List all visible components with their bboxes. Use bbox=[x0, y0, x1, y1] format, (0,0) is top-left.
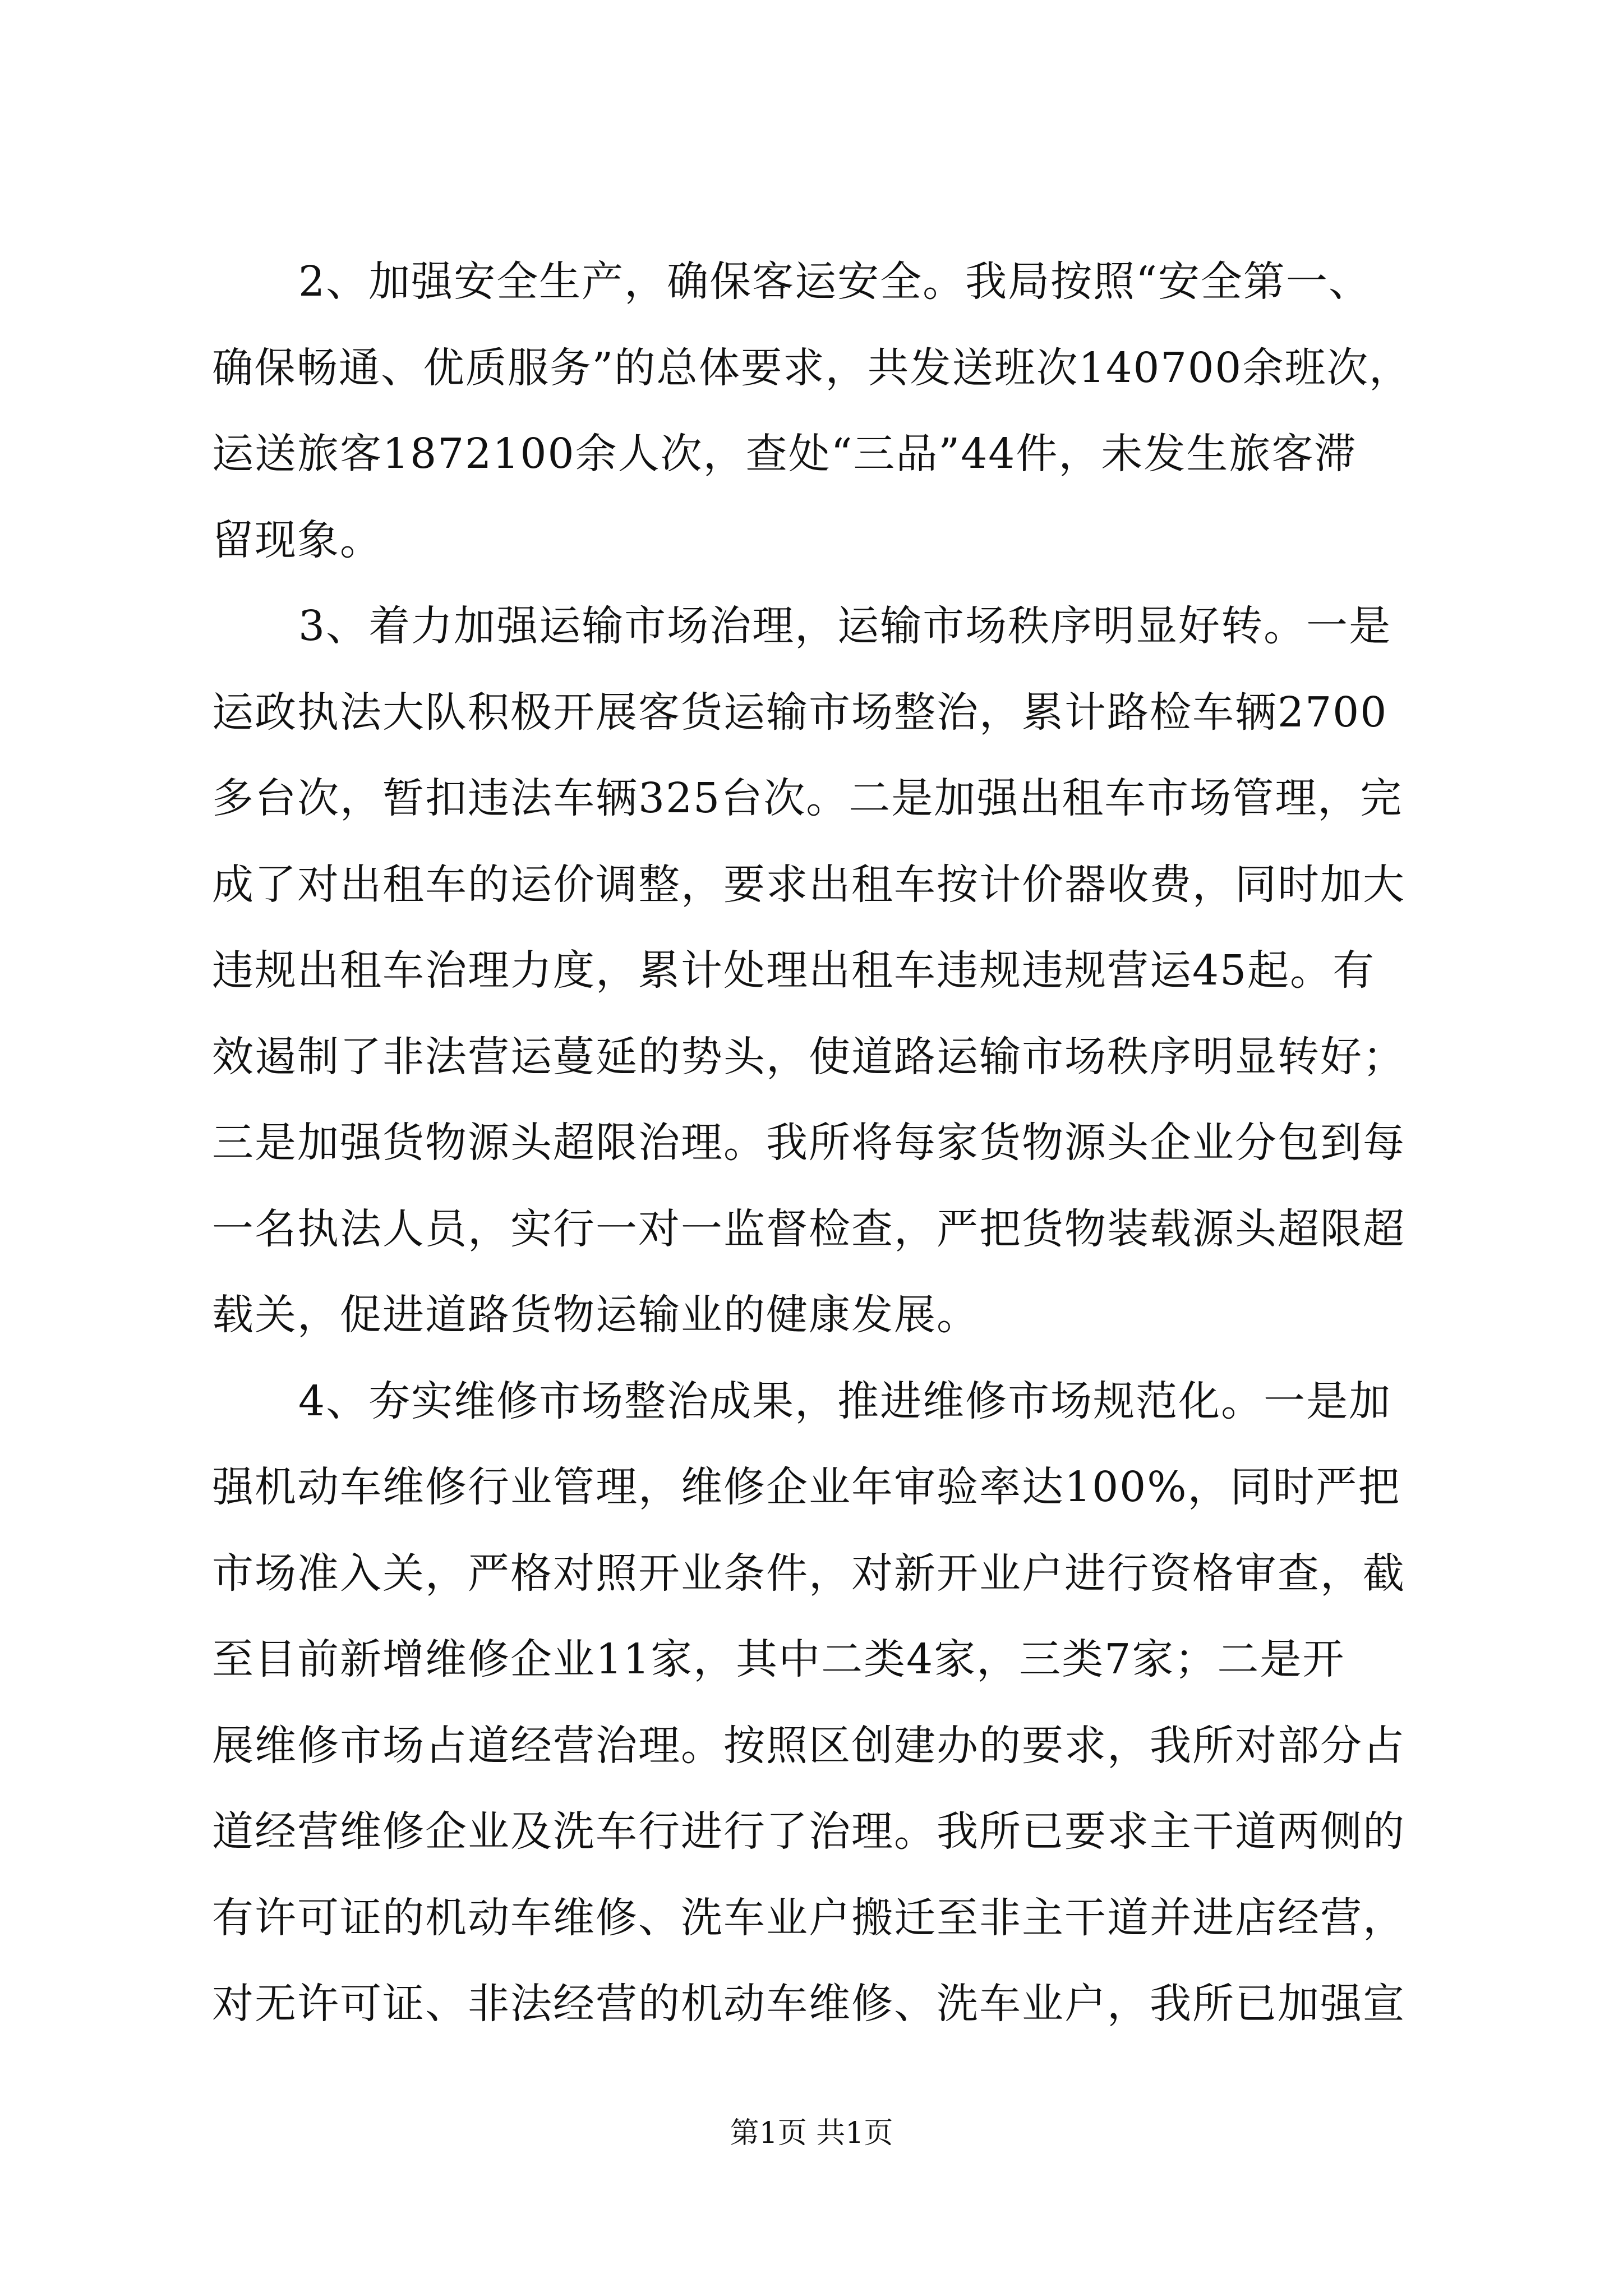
page-footer: 第1页 共1页 bbox=[730, 2116, 893, 2150]
text-line: 成了对出租车的运价调整，要求出租车按计价器收费，同时加大 bbox=[212, 860, 1405, 909]
text-line: 运送旅客1872100余人次，查处“三品”44件，未发生旅客滞 bbox=[212, 430, 1357, 478]
text-line: 展维修市场占道经营治理。按照区创建办的要求，我所对部分占 bbox=[212, 1721, 1405, 1770]
text-line: 有许可证的机动车维修、洗车业户搬迁至非主干道并进店经营， bbox=[212, 1893, 1405, 1942]
text-line: 市场准入关，严格对照开业条件，对新开业户进行资格审查，截 bbox=[212, 1549, 1405, 1598]
text-line: 道经营维修企业及洗车行进行了治理。我所已要求主干道两侧的 bbox=[212, 1807, 1405, 1856]
text-line: 违规出租车治理力度，累计处理出租车违规违规营运45起。有 bbox=[212, 946, 1376, 995]
text-line: 至目前新增维修企业11家，其中二类4家，三类7家；二是开 bbox=[212, 1635, 1345, 1683]
text-line: 三是加强货物源头超限治理。我所将每家货物源头企业分包到每 bbox=[212, 1119, 1405, 1167]
text-line: 留现象。 bbox=[212, 516, 382, 564]
text-line: 确保畅通、优质服务”的总体要求，共发送班次140700余班次， bbox=[212, 343, 1412, 392]
text-line: 强机动车维修行业管理，维修企业年审验率达100%，同时严把 bbox=[212, 1463, 1401, 1511]
text-line: 效遏制了非法营运蔓延的势头，使道路运输市场秩序明显转好； bbox=[212, 1032, 1405, 1081]
text-line: 3、着力加强运输市场治理，运输市场秩序明显好转。一是 bbox=[298, 602, 1392, 650]
text-line: 4、夯实维修市场整治成果，推进维修市场规范化。一是加 bbox=[298, 1377, 1392, 1425]
text-line: 一名执法人员，实行一对一监督检查，严把货物装载源头超限超 bbox=[212, 1204, 1405, 1253]
text-line: 对无许可证、非法经营的机动车维修、洗车业户，我所已加强宣 bbox=[212, 1980, 1405, 2028]
text-line: 多台次，暂扣违法车辆325台次。二是加强出租车市场管理，完 bbox=[212, 774, 1403, 822]
text-line: 载关，促进道路货物运输业的健康发展。 bbox=[212, 1291, 979, 1339]
text-line: 2、加强安全生产，确保客运安全。我局按照“安全第一、 bbox=[298, 257, 1371, 306]
text-line: 运政执法大队积极开展客货运输市场整治，累计路检车辆2700 bbox=[212, 688, 1388, 737]
